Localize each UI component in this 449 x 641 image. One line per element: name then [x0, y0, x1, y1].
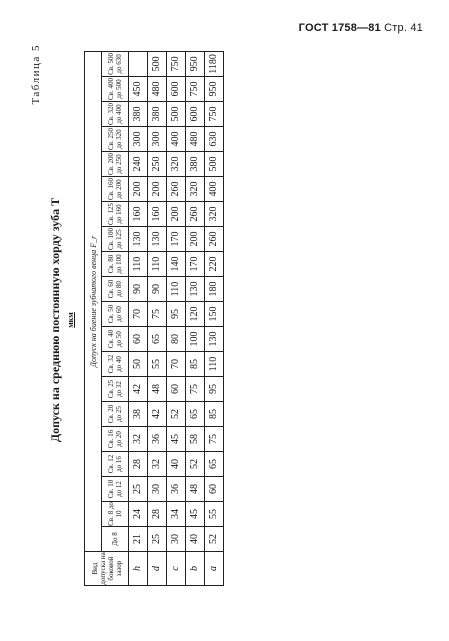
document-code: ГОСТ 1758—81 [298, 22, 381, 34]
table-cell: 260 [167, 177, 186, 202]
table-row [148, 51, 167, 585]
table-cell: 90 [148, 277, 167, 302]
group-header: Допуск на биение зубчатого венца F_r [85, 51, 102, 551]
table-cell: 95 [167, 302, 186, 327]
page-header [299, 22, 423, 34]
column-header: Св. 125 до 160 [102, 202, 129, 227]
column-header: Св. 200 до 250 [102, 152, 129, 177]
row-type-label: d [148, 552, 167, 586]
column-header: Св. 160 до 200 [102, 177, 129, 202]
table-cell: 250 [148, 152, 167, 177]
row-type-label: b [186, 552, 205, 586]
table-row [186, 51, 205, 585]
table-cell: 380 [186, 152, 205, 177]
table-cell: 400 [205, 177, 224, 202]
type-header: Вид допуска на боковой зазор [85, 552, 129, 586]
table-cell: 480 [148, 77, 167, 102]
table-cell: 58 [186, 427, 205, 452]
table-cell: 630 [205, 127, 224, 152]
column-header: Св. 40 до 50 [102, 327, 129, 352]
table-cell: 30 [167, 527, 186, 552]
table-cell: 200 [148, 177, 167, 202]
table-row [205, 51, 224, 585]
table-cell: 40 [167, 452, 186, 477]
row-type-label: a [205, 552, 224, 586]
table-cell: 130 [205, 327, 224, 352]
column-header: Св. 100 до 125 [102, 227, 129, 252]
column-header: Св. 12 до 16 [102, 452, 129, 477]
table-cell: 110 [129, 252, 148, 277]
table-cell: 380 [129, 102, 148, 127]
table-cell: 500 [148, 51, 167, 76]
table-cell: 180 [205, 277, 224, 302]
column-header: Св. 20 до 25 [102, 402, 129, 427]
table-cell: 130 [186, 277, 205, 302]
table-cell: 48 [148, 377, 167, 402]
column-header: Св. 32 до 40 [102, 352, 129, 377]
table-cell: 400 [167, 127, 186, 152]
table-cell: 300 [148, 127, 167, 152]
table-cell: 750 [205, 102, 224, 127]
table-cell: 65 [186, 402, 205, 427]
table-cell: 70 [167, 352, 186, 377]
column-header: Св. 60 до 80 [102, 277, 129, 302]
table-cell: 95 [205, 377, 224, 402]
table-cell: 85 [186, 352, 205, 377]
table-cell: 160 [148, 202, 167, 227]
table-cell: 120 [186, 302, 205, 327]
table-cell: 80 [167, 327, 186, 352]
table-cell: 45 [167, 427, 186, 452]
table-cell: 320 [186, 177, 205, 202]
table-cell: 100 [186, 327, 205, 352]
table-cell: 750 [186, 77, 205, 102]
table-cell: 24 [129, 502, 148, 527]
table-cell: 25 [148, 527, 167, 552]
table-cell: 260 [205, 227, 224, 252]
table-cell: 950 [186, 51, 205, 76]
table-cell: 52 [167, 402, 186, 427]
table-cell: 170 [186, 252, 205, 277]
table-cell: 130 [148, 227, 167, 252]
column-header: Св. 8 до 10 [102, 502, 129, 527]
table-cell: 55 [148, 352, 167, 377]
table-cell: 320 [167, 152, 186, 177]
table-cell: 150 [205, 302, 224, 327]
table-cell: 60 [205, 477, 224, 502]
table-cell: 320 [205, 202, 224, 227]
column-header: Св. 50 до 60 [102, 302, 129, 327]
table-cell: 60 [167, 377, 186, 402]
column-header: Св. 400 до 500 [102, 77, 129, 102]
table-cell: 55 [205, 502, 224, 527]
table-cell: 90 [129, 277, 148, 302]
table-cell: 75 [205, 427, 224, 452]
table-cell: 140 [167, 252, 186, 277]
column-header: Св. 16 до 20 [102, 427, 129, 452]
table-cell: 50 [129, 352, 148, 377]
table-cell: 85 [205, 402, 224, 427]
table-cell: 60 [129, 327, 148, 352]
table-cell: 500 [205, 152, 224, 177]
table-cell: 750 [167, 51, 186, 76]
column-header: Св. 250 до 320 [102, 127, 129, 152]
table-cell: 1180 [205, 51, 224, 76]
row-type-label: c [167, 552, 186, 586]
table-cell: 110 [148, 252, 167, 277]
page-number: Стр. 41 [384, 22, 423, 34]
column-header: До 8 [102, 527, 129, 552]
rotated-table-block [26, 40, 406, 600]
table-cell: 240 [129, 152, 148, 177]
table-cell: 40 [186, 527, 205, 552]
table-cell: 32 [148, 452, 167, 477]
table-cell: 75 [186, 377, 205, 402]
table-cell: 52 [186, 452, 205, 477]
table-cell: 48 [186, 477, 205, 502]
table-label: Таблица 5 [30, 44, 42, 105]
table-cell: 28 [129, 452, 148, 477]
row-type-label: h [129, 552, 148, 586]
table-cell: 65 [148, 327, 167, 352]
table-cell: 600 [186, 102, 205, 127]
table-cell: 75 [148, 302, 167, 327]
table-cell: 200 [186, 227, 205, 252]
table-cell: 52 [205, 527, 224, 552]
table-cell: 45 [186, 502, 205, 527]
table-cell: 500 [167, 102, 186, 127]
table-cell: 380 [148, 102, 167, 127]
table-unit: мкм [66, 312, 75, 328]
table-cell: 220 [205, 252, 224, 277]
table-cell: 32 [129, 427, 148, 452]
table-cell: 260 [186, 202, 205, 227]
table-row [129, 51, 148, 585]
table-cell: 130 [129, 227, 148, 252]
table-cell: 200 [167, 202, 186, 227]
table-cell: 170 [167, 227, 186, 252]
table-cell: 600 [167, 77, 186, 102]
table-row [167, 51, 186, 585]
column-header: Св. 320 до 400 [102, 102, 129, 127]
table-cell: 38 [129, 402, 148, 427]
table-cell: 65 [205, 452, 224, 477]
table-cell: 36 [167, 477, 186, 502]
table-cell: 28 [148, 502, 167, 527]
column-header: Св. 25 до 32 [102, 377, 129, 402]
column-header: Св. 10 до 12 [102, 477, 129, 502]
column-header: Св. 80 до 100 [102, 252, 129, 277]
table-cell: 160 [129, 202, 148, 227]
table-cell: 70 [129, 302, 148, 327]
table-cell: 110 [167, 277, 186, 302]
table-cell: 30 [148, 477, 167, 502]
table-cell: 21 [129, 527, 148, 552]
table-cell [129, 51, 148, 76]
table-cell: 34 [167, 502, 186, 527]
table-cell: 480 [186, 127, 205, 152]
column-header: Св. 500 до 630 [102, 51, 129, 76]
table-cell: 950 [205, 77, 224, 102]
table-cell: 450 [129, 77, 148, 102]
table-cell: 36 [148, 427, 167, 452]
table-cell: 200 [129, 177, 148, 202]
table-cell: 42 [148, 402, 167, 427]
table-cell: 25 [129, 477, 148, 502]
tolerance-table [84, 51, 224, 586]
table-title: Допуск на среднюю постоянную хорду зуба T [48, 197, 62, 443]
table-cell: 110 [205, 352, 224, 377]
table-cell: 300 [129, 127, 148, 152]
table-cell: 42 [129, 377, 148, 402]
